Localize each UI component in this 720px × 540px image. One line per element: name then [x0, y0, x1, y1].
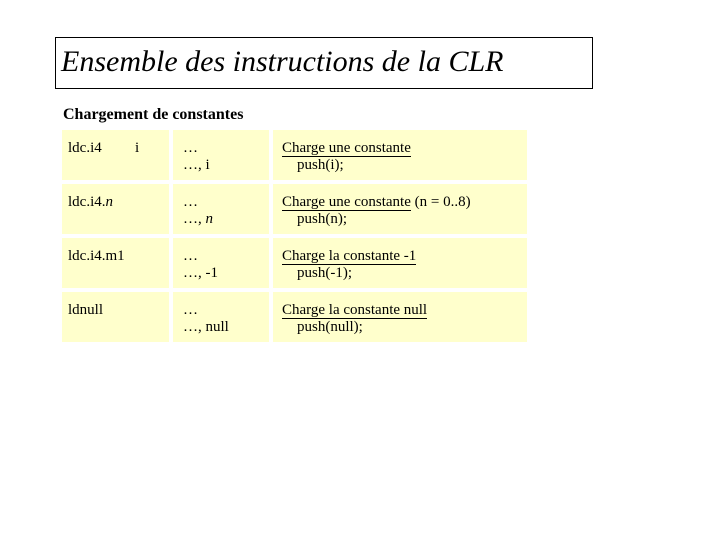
title-box [55, 37, 593, 89]
stack-after-value: -1 [205, 265, 218, 281]
table-row [62, 292, 527, 342]
code-line: push(-1); [297, 265, 352, 281]
description-cell [273, 130, 527, 180]
stack-after [183, 265, 269, 282]
stack-before: … [183, 140, 198, 156]
stack-after-prefix: …, [183, 265, 206, 281]
stack-after [183, 319, 269, 336]
opcode-cell [62, 238, 169, 288]
opcode-cell [62, 130, 169, 180]
opcode: ldc.i4 [68, 140, 102, 156]
table-row [62, 130, 527, 180]
opcode-suffix: n [105, 194, 113, 210]
opcode: ldnull [68, 302, 104, 318]
table-row [62, 184, 527, 234]
description: Charge la constante null [282, 302, 428, 318]
description: Charge la constante -1 [282, 248, 417, 264]
description-cell [273, 238, 527, 288]
stack-after-prefix: …, [183, 211, 206, 227]
stack-after-value: i [205, 157, 210, 173]
opcode-cell [62, 184, 169, 234]
stack-cell [173, 184, 269, 234]
description-cell [273, 292, 527, 342]
stack-cell [173, 238, 269, 288]
description: Charge une constante [282, 140, 411, 156]
stack-after [183, 157, 269, 174]
section-heading: Chargement de constantes [63, 106, 244, 123]
stack-cell [173, 292, 269, 342]
opcode-cell [62, 292, 169, 342]
description-cell [273, 184, 527, 234]
stack-after-value: null [205, 319, 229, 335]
page-title: Ensemble des instructions de la CLR [61, 45, 504, 78]
code-line: push(null); [297, 319, 363, 335]
opcode: ldc.i4.m1 [68, 248, 125, 264]
opcode: ldc.i4. [68, 194, 106, 210]
stack-after-prefix: …, [183, 157, 206, 173]
stack-before: … [183, 248, 198, 264]
stack-after [183, 211, 269, 228]
table-row [62, 238, 527, 288]
stack-cell [173, 130, 269, 180]
code-line: push(n); [297, 211, 347, 227]
operand: i [135, 140, 140, 156]
instruction-table [62, 130, 527, 346]
stack-after-prefix: …, [183, 319, 206, 335]
stack-before: … [183, 302, 198, 318]
code-line: push(i); [297, 157, 344, 173]
stack-after-value: n [205, 211, 213, 227]
stack-before: … [183, 194, 198, 210]
description: Charge une constante [282, 194, 411, 210]
description-note: (n = 0..8) [410, 194, 471, 210]
